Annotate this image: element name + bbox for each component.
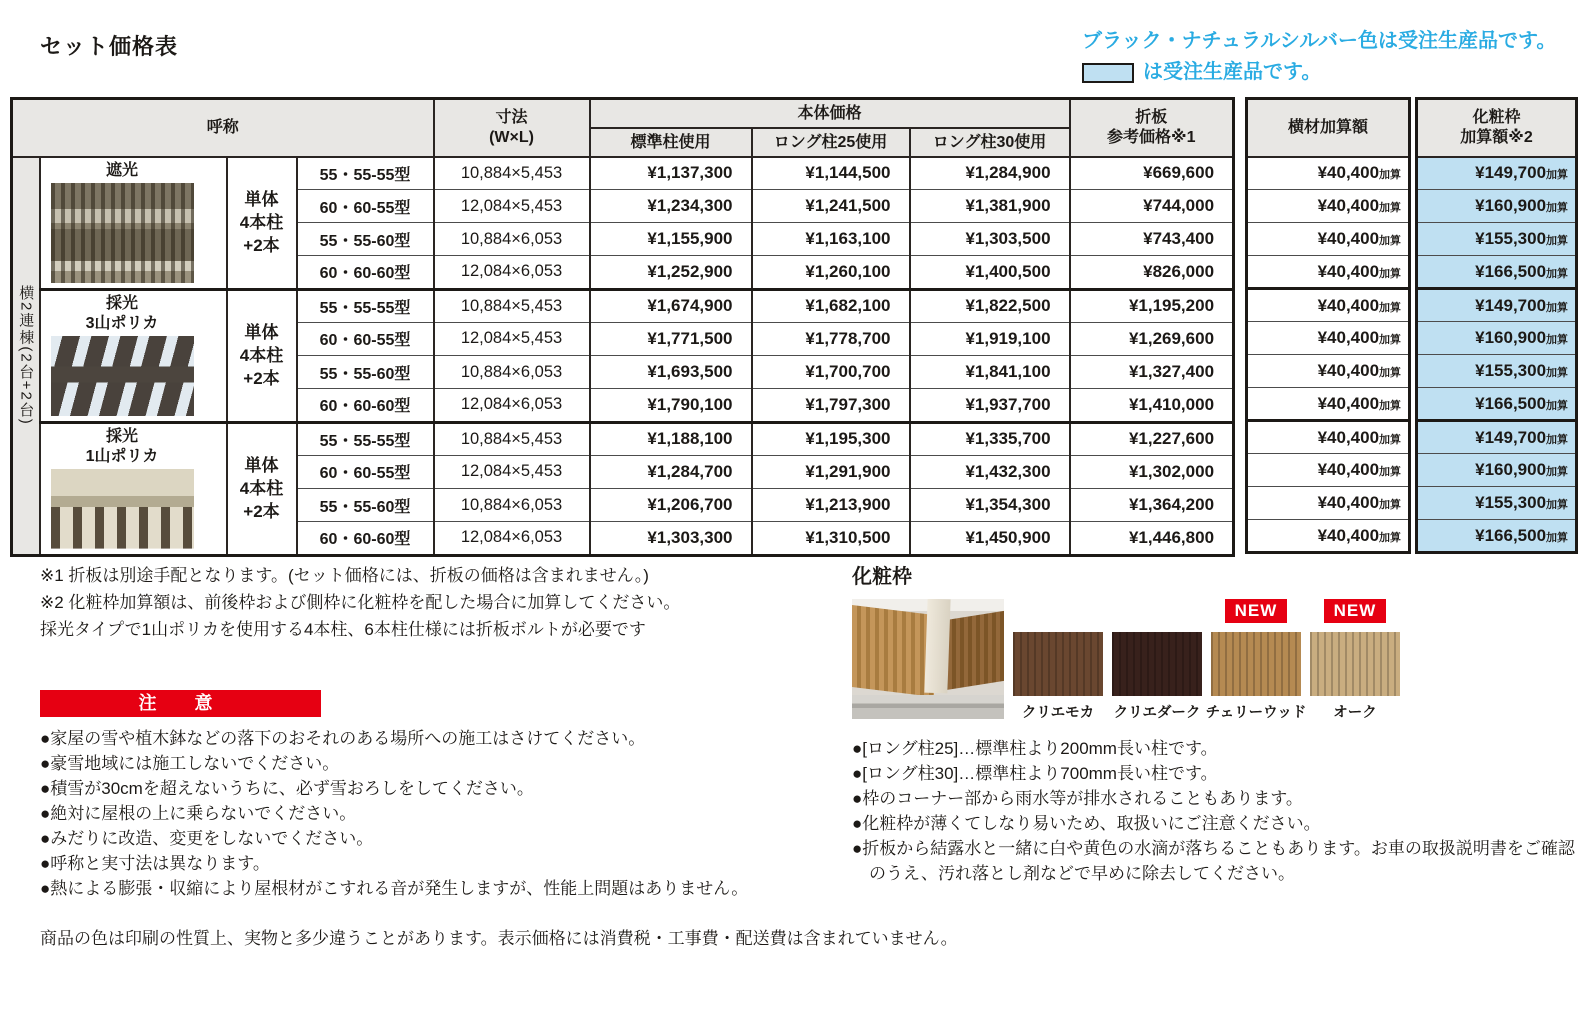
pillar-spec-line: 4本柱 (239, 213, 284, 232)
price-long30-cell: ¥1,284,900 (910, 157, 1070, 190)
table-row (1247, 190, 1410, 223)
yokozai-addon-cell (1247, 223, 1410, 256)
yokozai-addon-cell (1247, 454, 1410, 487)
price-std-cell: ¥1,155,900 (590, 223, 752, 256)
addon-suffix: 加算 (1546, 466, 1569, 478)
caution-item: ●熱による膨張・収縮により屋根材がこすれる音が発生しますが、性能上問題はありません。 (40, 879, 749, 898)
addon-amount: ¥160,900 (1475, 460, 1547, 479)
swatch-label: クリエモカ (1021, 705, 1095, 721)
swatch-column (1112, 599, 1202, 722)
product-name-line: 1山ポリカ (85, 447, 159, 465)
dimension-cell: 10,884×6,053 (434, 223, 590, 256)
dimension-cell: 10,884×5,453 (434, 422, 590, 455)
pillar-spec-line: 単体 (244, 323, 279, 342)
product-photo (51, 336, 194, 416)
keshowaku-addon-cell (1417, 322, 1577, 355)
addon-amount: ¥149,700 (1475, 163, 1547, 183)
keshowaku-title: 化粧枠 (852, 566, 912, 588)
price-long30-cell: ¥1,919,100 (910, 322, 1070, 355)
order-production-note-line1: ブラック・ナチュラルシルバー色は受注生産品です。 (1082, 30, 1557, 52)
price-long25-cell: ¥1,195,300 (752, 422, 910, 455)
table-row (1247, 355, 1410, 388)
addon-suffix: 加算 (1546, 202, 1569, 214)
price-long25-cell: ¥1,213,900 (752, 489, 910, 522)
footer-note: 商品の色は印刷の性質上、実物と多少違うことがあります。表示価格には消費税・工事費・配送費は含まれていません。 (40, 929, 958, 948)
col-header-name: 呼称 (12, 99, 434, 157)
swatch (1013, 632, 1103, 696)
product-name-line: 遮光 (105, 161, 138, 179)
table-row (1247, 157, 1410, 190)
table-row (1247, 487, 1410, 520)
keshowaku-addon-cell (1417, 454, 1577, 487)
addon-amount: ¥155,300 (1475, 493, 1547, 512)
col-header-dimensions: 寸法 (W×L) (434, 99, 590, 157)
keshowaku-addon-cell (1417, 355, 1577, 388)
addon-suffix: 加算 (1546, 531, 1569, 544)
table-row (1247, 289, 1410, 322)
addon-suffix: 加算 (1379, 202, 1402, 214)
model-cell: 60・60-55型 (297, 190, 434, 223)
keshowaku-addon-cell (1417, 388, 1577, 421)
table-row (1417, 157, 1577, 190)
product-name (51, 294, 194, 334)
price-long25-cell: ¥1,778,700 (752, 322, 910, 355)
addon-amount: ¥40,400 (1317, 361, 1380, 380)
price-std-cell: ¥1,771,500 (590, 322, 752, 355)
pillar-spec-cell (227, 157, 297, 290)
addon-amount: ¥160,900 (1475, 328, 1547, 347)
col-header-body-price: 本体価格 (590, 99, 1070, 128)
pillar-spec-cell (227, 422, 297, 555)
yokozai-table (1245, 97, 1411, 554)
caution-header: 注 意 (40, 690, 321, 717)
table-row (1417, 223, 1577, 256)
yokozai-addon-cell (1247, 322, 1410, 355)
addon-amount: ¥40,400 (1317, 525, 1380, 545)
keshowaku-addon-cell (1417, 223, 1577, 256)
col-header-yokozai: 横材加算額 (1247, 99, 1410, 157)
product-name-cell (40, 157, 227, 290)
dimension-cell: 10,884×6,053 (434, 489, 590, 522)
product-name (51, 427, 194, 467)
badge-slot (1225, 599, 1288, 632)
product-cell-inner (41, 291, 226, 421)
product-name-line: 採光 (105, 294, 138, 312)
addon-suffix: 加算 (1546, 399, 1569, 412)
main-tbody (12, 157, 1234, 556)
note-item: ●[ロング柱30]…標準柱より700mm長い柱です。 (852, 764, 1218, 783)
col-header-std-pillar: 標準柱使用 (590, 128, 752, 157)
price-long30-cell: ¥1,937,700 (910, 389, 1070, 422)
addon-amount: ¥149,700 (1475, 427, 1547, 447)
addon-suffix: 加算 (1379, 499, 1402, 511)
dimension-cell: 12,084×6,053 (434, 389, 590, 422)
product-name-line: 採光 (105, 427, 138, 445)
price-std-cell: ¥1,674,900 (590, 289, 752, 322)
keshowaku-row (852, 599, 1580, 722)
table-row (1247, 388, 1410, 421)
price-long25-cell: ¥1,144,500 (752, 157, 910, 190)
price-std-cell: ¥1,790,100 (590, 389, 752, 422)
price-long30-cell: ¥1,381,900 (910, 190, 1070, 223)
swatch (1310, 632, 1400, 696)
seppan-price-cell: ¥743,400 (1070, 223, 1234, 256)
seppan-price-cell: ¥669,600 (1070, 157, 1234, 190)
price-long30-cell: ¥1,354,300 (910, 489, 1070, 522)
addon-amount: ¥40,400 (1317, 261, 1380, 281)
keshowaku-addon-cell (1417, 289, 1577, 322)
footnote-list (40, 562, 830, 643)
addon-amount: ¥40,400 (1317, 427, 1380, 447)
keshowaku-section (852, 560, 1580, 886)
pillar-spec-cell (227, 289, 297, 422)
price-long25-cell: ¥1,260,100 (752, 256, 910, 289)
addon-suffix: 加算 (1379, 334, 1402, 346)
addon-amount: ¥166,500 (1475, 393, 1547, 413)
table-row (1417, 289, 1577, 322)
model-cell: 55・55-55型 (297, 157, 434, 190)
product-name-cell (40, 289, 227, 422)
addon-suffix: 加算 (1546, 367, 1569, 379)
price-long30-cell: ¥1,432,300 (910, 455, 1070, 488)
note-item: ●折板から結露水と一緒に白や黄色の水滴が落ちることもあります。お車の取扱説明書をご確認のうえ、汚れ落とし剤などで早めに除去してください。 (852, 839, 1575, 883)
keshowaku-addon-cell (1417, 421, 1577, 454)
addon-amount: ¥40,400 (1317, 393, 1380, 413)
yoko-tbody (1247, 157, 1410, 553)
table-row (1417, 190, 1577, 223)
notes-right-list (852, 736, 1580, 886)
seppan-price-cell: ¥1,227,600 (1070, 422, 1234, 455)
footnotes-left (40, 562, 830, 901)
addon-suffix: 加算 (1379, 466, 1402, 478)
order-production-note-line2: は受注生産品です。 (1143, 61, 1322, 83)
badge-slot (1324, 599, 1387, 632)
dimension-cell: 10,884×5,453 (434, 289, 590, 322)
pillar-spec-line: +2本 (243, 236, 280, 255)
price-long25-cell: ¥1,797,300 (752, 389, 910, 422)
pillar-spec-line: 単体 (244, 190, 279, 209)
table-row (1247, 223, 1410, 256)
price-table-area (10, 97, 1578, 557)
table-row (1417, 322, 1577, 355)
dimension-cell: 12,084×6,053 (434, 256, 590, 289)
keshowaku-addon-cell (1417, 256, 1577, 289)
seppan-price-cell: ¥1,364,200 (1070, 489, 1234, 522)
addon-suffix: 加算 (1379, 235, 1402, 247)
swatch-label: クリエダーク (1113, 705, 1201, 721)
order-production-legend (1082, 57, 1556, 88)
model-cell: 60・60-55型 (297, 455, 434, 488)
keshowaku-addon-cell (1417, 487, 1577, 520)
price-long30-cell: ¥1,400,500 (910, 256, 1070, 289)
model-cell: 55・55-60型 (297, 223, 434, 256)
table-row (1247, 256, 1410, 289)
table-row (1417, 256, 1577, 289)
table-row (1247, 454, 1410, 487)
addon-suffix: 加算 (1546, 433, 1569, 446)
dimension-cell: 12,084×5,453 (434, 322, 590, 355)
product-cell-inner (41, 158, 226, 288)
yokozai-addon-cell (1247, 388, 1410, 421)
price-long25-cell: ¥1,241,500 (752, 190, 910, 223)
model-cell: 60・60-55型 (297, 322, 434, 355)
product-name (51, 161, 194, 181)
frame-base (852, 695, 1004, 719)
note-item: ●枠のコーナー部から雨水等が排水されることもあります。 (852, 789, 1303, 808)
new-badge: NEW (1324, 599, 1387, 623)
yokozai-addon-cell (1247, 520, 1410, 553)
yokozai-addon-cell (1247, 190, 1410, 223)
order-production-note (1082, 26, 1556, 88)
dimension-cell: 10,884×5,453 (434, 157, 590, 190)
table-row (1417, 421, 1577, 454)
note-item: ●[ロング柱25]…標準柱より200mm長い柱です。 (852, 739, 1218, 758)
addon-suffix: 加算 (1546, 235, 1569, 247)
product-name-cell (40, 422, 227, 555)
price-std-cell: ¥1,284,700 (590, 455, 752, 488)
price-long25-cell: ¥1,682,100 (752, 289, 910, 322)
table-row (1417, 355, 1577, 388)
addon-amount: ¥40,400 (1317, 196, 1380, 215)
caution-item: ●豪雪地域には施工しないでください。 (40, 754, 340, 773)
table-row (1417, 454, 1577, 487)
addon-suffix: 加算 (1379, 367, 1402, 379)
corner-cap (925, 599, 951, 693)
price-long25-cell: ¥1,310,500 (752, 522, 910, 555)
addon-amount: ¥40,400 (1317, 328, 1380, 347)
swatch-label: オーク (1333, 705, 1377, 721)
table-row (1247, 520, 1410, 553)
seppan-price-cell: ¥744,000 (1070, 190, 1234, 223)
price-long30-cell: ¥1,303,500 (910, 223, 1070, 256)
addon-suffix: 加算 (1379, 433, 1402, 446)
pillar-spec-line: 単体 (244, 456, 279, 475)
price-long25-cell: ¥1,291,900 (752, 455, 910, 488)
addon-suffix: 加算 (1546, 169, 1569, 182)
addon-amount: ¥40,400 (1317, 163, 1380, 183)
keshowaku-table (1415, 97, 1578, 554)
product-name-line: 3山ポリカ (85, 314, 159, 332)
dimension-cell: 12,084×5,453 (434, 455, 590, 488)
dimension-cell: 12,084×5,453 (434, 190, 590, 223)
col-header-keshowaku: 化粧枠 加算額※2 (1417, 99, 1577, 157)
addon-amount: ¥155,300 (1475, 229, 1547, 248)
side-label-text: 横2連棟(2台+2台) (17, 285, 35, 426)
caution-item: ●みだりに改造、変更をしないでください。 (40, 829, 374, 848)
col-header-long30: ロング柱30使用 (910, 128, 1070, 157)
caution-list (40, 726, 830, 901)
swatch-column (1310, 599, 1400, 722)
price-std-cell: ¥1,303,300 (590, 522, 752, 555)
pillar-spec-line: 4本柱 (239, 346, 284, 365)
main-price-table (10, 97, 1235, 557)
swatch-list (1004, 599, 1400, 722)
caution-item: ●家屋の雪や植木鉢などの落下のおそれのある場所への施工はさけてください。 (40, 729, 646, 748)
product-photo (51, 183, 194, 283)
caution-item: ●積雪が30cmを超えないうちに、必ず雪おろしをしてください。 (40, 779, 534, 798)
table-row (1417, 487, 1577, 520)
seppan-price-cell: ¥1,269,600 (1070, 322, 1234, 355)
addon-amount: ¥40,400 (1317, 493, 1380, 512)
yokozai-addon-cell (1247, 157, 1410, 190)
addon-suffix: 加算 (1546, 334, 1569, 346)
addon-suffix: 加算 (1379, 399, 1402, 412)
pillar-spec-line: +2本 (243, 502, 280, 521)
price-std-cell: ¥1,188,100 (590, 422, 752, 455)
footnote-line: ※1 折板は別途手配となります。(セット価格には、折板の価格は含まれません。) (40, 566, 649, 585)
table-row (12, 289, 1234, 322)
swatch-column (1013, 599, 1103, 722)
product-cell-inner (41, 424, 226, 554)
caution-item: ●呼称と実寸法は異なります。 (40, 854, 270, 873)
yokozai-addon-cell (1247, 289, 1410, 322)
addon-amount: ¥166,500 (1475, 261, 1547, 281)
yokozai-addon-cell (1247, 487, 1410, 520)
price-std-cell: ¥1,137,300 (590, 157, 752, 190)
addon-suffix: 加算 (1546, 499, 1569, 511)
swatch-column (1205, 599, 1307, 722)
price-long25-cell: ¥1,700,700 (752, 356, 910, 389)
new-badge: NEW (1225, 599, 1288, 623)
addon-amount: ¥40,400 (1317, 229, 1380, 248)
table-row (12, 157, 1234, 190)
seppan-price-cell: ¥826,000 (1070, 256, 1234, 289)
keshowaku-addon-cell (1417, 190, 1577, 223)
yokozai-addon-cell (1247, 421, 1410, 454)
swatch (1112, 632, 1202, 696)
dimension-cell: 10,884×6,053 (434, 356, 590, 389)
addon-amount: ¥40,400 (1317, 295, 1380, 315)
addon-amount: ¥160,900 (1475, 196, 1547, 215)
page-title: セット価格表 (40, 34, 179, 59)
model-cell: 55・55-55型 (297, 422, 434, 455)
pillar-spec-line: +2本 (243, 369, 280, 388)
price-std-cell: ¥1,693,500 (590, 356, 752, 389)
model-cell: 60・60-60型 (297, 389, 434, 422)
table-row (1247, 322, 1410, 355)
legend-color-swatch (1082, 63, 1134, 83)
price-std-cell: ¥1,206,700 (590, 489, 752, 522)
price-std-cell: ¥1,234,300 (590, 190, 752, 223)
addon-suffix: 加算 (1546, 267, 1569, 280)
table-row (1417, 520, 1577, 553)
seppan-price-cell: ¥1,302,000 (1070, 455, 1234, 488)
addon-amount: ¥155,300 (1475, 361, 1547, 380)
caution-item: ●絶対に屋根の上に乗らないでください。 (40, 804, 357, 823)
kesho-tbody (1417, 157, 1577, 553)
table-row (1417, 388, 1577, 421)
yokozai-addon-cell (1247, 355, 1410, 388)
pillar-spec-line: 4本柱 (239, 479, 284, 498)
product-photo (51, 469, 194, 549)
price-long30-cell: ¥1,335,700 (910, 422, 1070, 455)
keshowaku-corner-photo (852, 599, 1004, 719)
row-group-side-label (12, 157, 40, 556)
addon-amount: ¥40,400 (1317, 460, 1380, 479)
footnote-line: 採光タイプで1山ポリカを使用する4本柱、6本柱仕様には折板ボルトが必要です (40, 620, 646, 639)
seppan-price-cell: ¥1,446,800 (1070, 522, 1234, 555)
price-long30-cell: ¥1,450,900 (910, 522, 1070, 555)
addon-suffix: 加算 (1379, 301, 1402, 314)
note-item: ●化粧枠が薄くてしなり易いため、取扱いにご注意ください。 (852, 814, 1321, 833)
addon-amount: ¥166,500 (1475, 525, 1547, 545)
addon-suffix: 加算 (1379, 531, 1402, 544)
swatch (1211, 632, 1301, 696)
model-cell: 60・60-60型 (297, 256, 434, 289)
seppan-price-cell: ¥1,195,200 (1070, 289, 1234, 322)
keshowaku-addon-cell (1417, 520, 1577, 553)
seppan-price-cell: ¥1,327,400 (1070, 356, 1234, 389)
price-long30-cell: ¥1,822,500 (910, 289, 1070, 322)
price-long25-cell: ¥1,163,100 (752, 223, 910, 256)
model-cell: 55・55-60型 (297, 356, 434, 389)
col-header-seppan: 折板 参考価格※1 (1070, 99, 1234, 157)
keshowaku-addon-cell (1417, 157, 1577, 190)
swatch-label: チェリーウッド (1205, 705, 1307, 721)
col-header-long25: ロング柱25使用 (752, 128, 910, 157)
wood-face-right (940, 611, 1004, 691)
footnote-line: ※2 化粧枠加算額は、前後枠および側枠に化粧枠を配した場合に加算してください。 (40, 593, 681, 612)
price-long30-cell: ¥1,841,100 (910, 356, 1070, 389)
wood-face-left (852, 605, 934, 697)
table-row (1247, 421, 1410, 454)
addon-suffix: 加算 (1546, 301, 1569, 314)
model-cell: 55・55-55型 (297, 289, 434, 322)
price-std-cell: ¥1,252,900 (590, 256, 752, 289)
model-cell: 55・55-60型 (297, 489, 434, 522)
addon-amount: ¥149,700 (1475, 295, 1547, 315)
dimension-cell: 12,084×6,053 (434, 522, 590, 555)
addon-suffix: 加算 (1379, 267, 1402, 280)
model-cell: 60・60-60型 (297, 522, 434, 555)
seppan-price-cell: ¥1,410,000 (1070, 389, 1234, 422)
table-row (12, 422, 1234, 455)
addon-suffix: 加算 (1379, 169, 1402, 182)
yokozai-addon-cell (1247, 256, 1410, 289)
